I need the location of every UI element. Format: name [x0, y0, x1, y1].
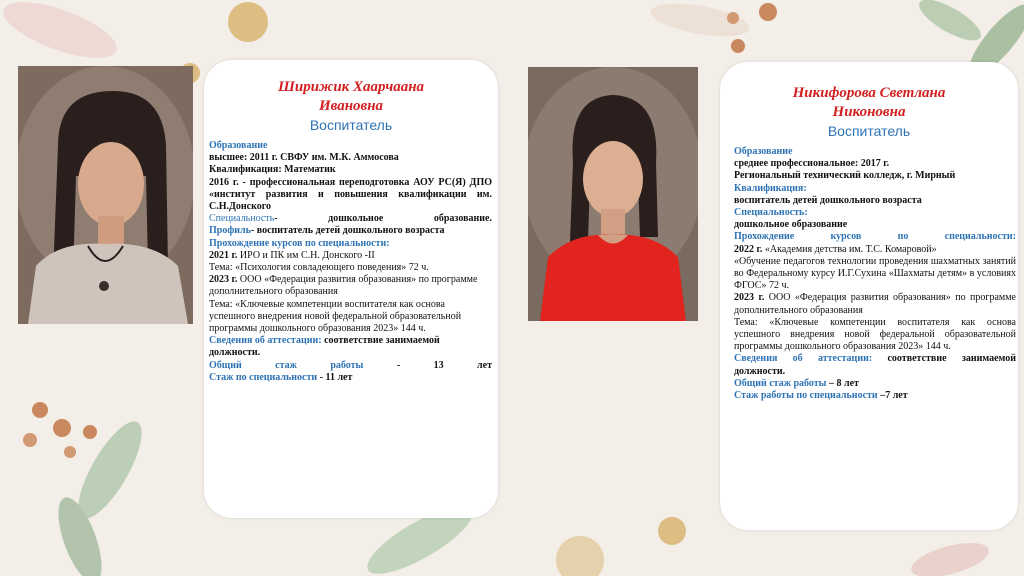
attestation-value: соответствие занимаемой должности. — [209, 335, 440, 359]
teacher1-photo — [18, 66, 193, 324]
retraining-text: 2016 г. - профессиональная переподготовка АОУ РС(Я) ДПО «институт развития и повышения квалификации им. С.Н.Донского — [209, 176, 492, 213]
specialty-experience-value: –7 лет — [877, 390, 908, 402]
teacher2-photo — [528, 67, 698, 321]
profile-label: Профиль — [209, 225, 251, 237]
specialty-experience-value: - 11 лет — [317, 371, 353, 383]
teacher1-details — [209, 140, 492, 384]
qualification-label: Квалификация: — [734, 182, 807, 194]
course2-topic: Тема: «Ключевые компетенции воспитателя как основа успешного внедрения новой федеральной образовательной программы дошкольного образования 2023» 144 ч. — [734, 316, 1016, 353]
course1-org: ИРО и ПК им С.Н. Донского -II — [237, 249, 375, 261]
attestation-label: Сведения об аттестации: — [209, 335, 322, 347]
total-experience-line — [209, 360, 492, 372]
course2-year: 2023 г. — [734, 292, 765, 304]
specialty-line — [209, 213, 492, 225]
course1-org: «Академия детства им. Т.С. Комаровой» — [762, 243, 937, 255]
courses-heading: Прохождение курсов по специальности: — [209, 237, 390, 249]
total-experience-label: Общий стаж работы — [209, 359, 364, 371]
courses-heading: Прохождение курсов по специальности: — [734, 231, 1016, 243]
specialty-label: Специальность: — [734, 207, 808, 219]
education-text: высшее: 2011 г. СВФУ им. М.К. Аммосова — [209, 152, 399, 164]
course2-topic: Тема: «Ключевые компетенции воспитателя как основа успешного внедрения новой федеральной образовательной программы дошкольного образования 2023» 144 ч. — [209, 298, 462, 335]
course1-topic: Тема: «Психология совладеющего поведения» 72 ч. — [209, 262, 429, 274]
specialty-experience-label: Стаж работы по специальности — [734, 390, 878, 402]
course2-org: ООО «Федерация развития образования» по программе дополнительного образования — [209, 274, 478, 298]
qualification-text: Квалификация: Математик — [209, 164, 336, 176]
profile-value: - воспитатель детей дошкольного возраста — [250, 225, 445, 237]
teacher2-role: Воспитатель — [827, 123, 911, 139]
teacher2-name-line2: Никоновна — [832, 104, 906, 120]
total-experience-label: Общий стаж работы — [734, 377, 827, 389]
specialty-label: Специальность — [209, 213, 275, 225]
specialty-experience-label: Стаж по специальности — [209, 371, 318, 383]
attestation-line — [734, 353, 1016, 377]
course1-line — [209, 250, 492, 262]
attestation-line — [209, 335, 492, 359]
course2-line — [734, 292, 1016, 316]
specialty-experience-line — [209, 372, 492, 384]
course2-year: 2023 г. — [209, 274, 238, 286]
education-heading: Образование — [734, 146, 793, 157]
teacher1-role: Воспитатель — [309, 117, 393, 133]
specialty-experience-line — [734, 390, 1016, 402]
course2-line — [209, 274, 492, 298]
course1-topic: «Обучение педагогов технологии проведения шахматных занятий во Федеральному курсу И.Г.Сухина «Шахматы детям» в условиях ФГОС» 72 ч. — [734, 255, 1016, 292]
teacher1-name-line2: Ивановна — [318, 98, 384, 114]
total-experience-line — [734, 378, 1016, 390]
qualification-value: воспитатель детей дошкольного возраста — [734, 194, 922, 206]
education-heading: Образование — [209, 140, 268, 151]
course1-year: 2021 г. — [209, 249, 238, 261]
teacher2-card — [720, 62, 1018, 530]
teacher2-details — [734, 146, 1016, 402]
specialty-value: - дошкольное образование. — [274, 213, 492, 225]
total-experience-value: - 13 лет — [396, 359, 493, 371]
profile-line — [209, 225, 492, 237]
education-text: среднее профессиональное: 2017 г. — [734, 158, 890, 170]
teacher1-name-line1: Ширижик Хаарчаана — [277, 79, 425, 95]
course1-line — [734, 244, 1016, 256]
attestation-value: соответствие занимаемой должности. — [734, 353, 1016, 377]
teacher2-name-line1: Никифорова Светлана — [792, 85, 946, 101]
teacher1-card — [204, 60, 498, 518]
course1-year: 2022 г. — [734, 243, 763, 255]
specialty-value: дошкольное образование — [734, 219, 848, 231]
total-experience-value: – 8 лет — [826, 377, 859, 389]
course2-org: ООО «Федерация развития образования» по программе дополнительного образования — [734, 292, 1016, 316]
college-text: Региональный технический колледж, г. Мирный — [734, 170, 956, 182]
attestation-label: Сведения об аттестации: — [734, 353, 873, 365]
